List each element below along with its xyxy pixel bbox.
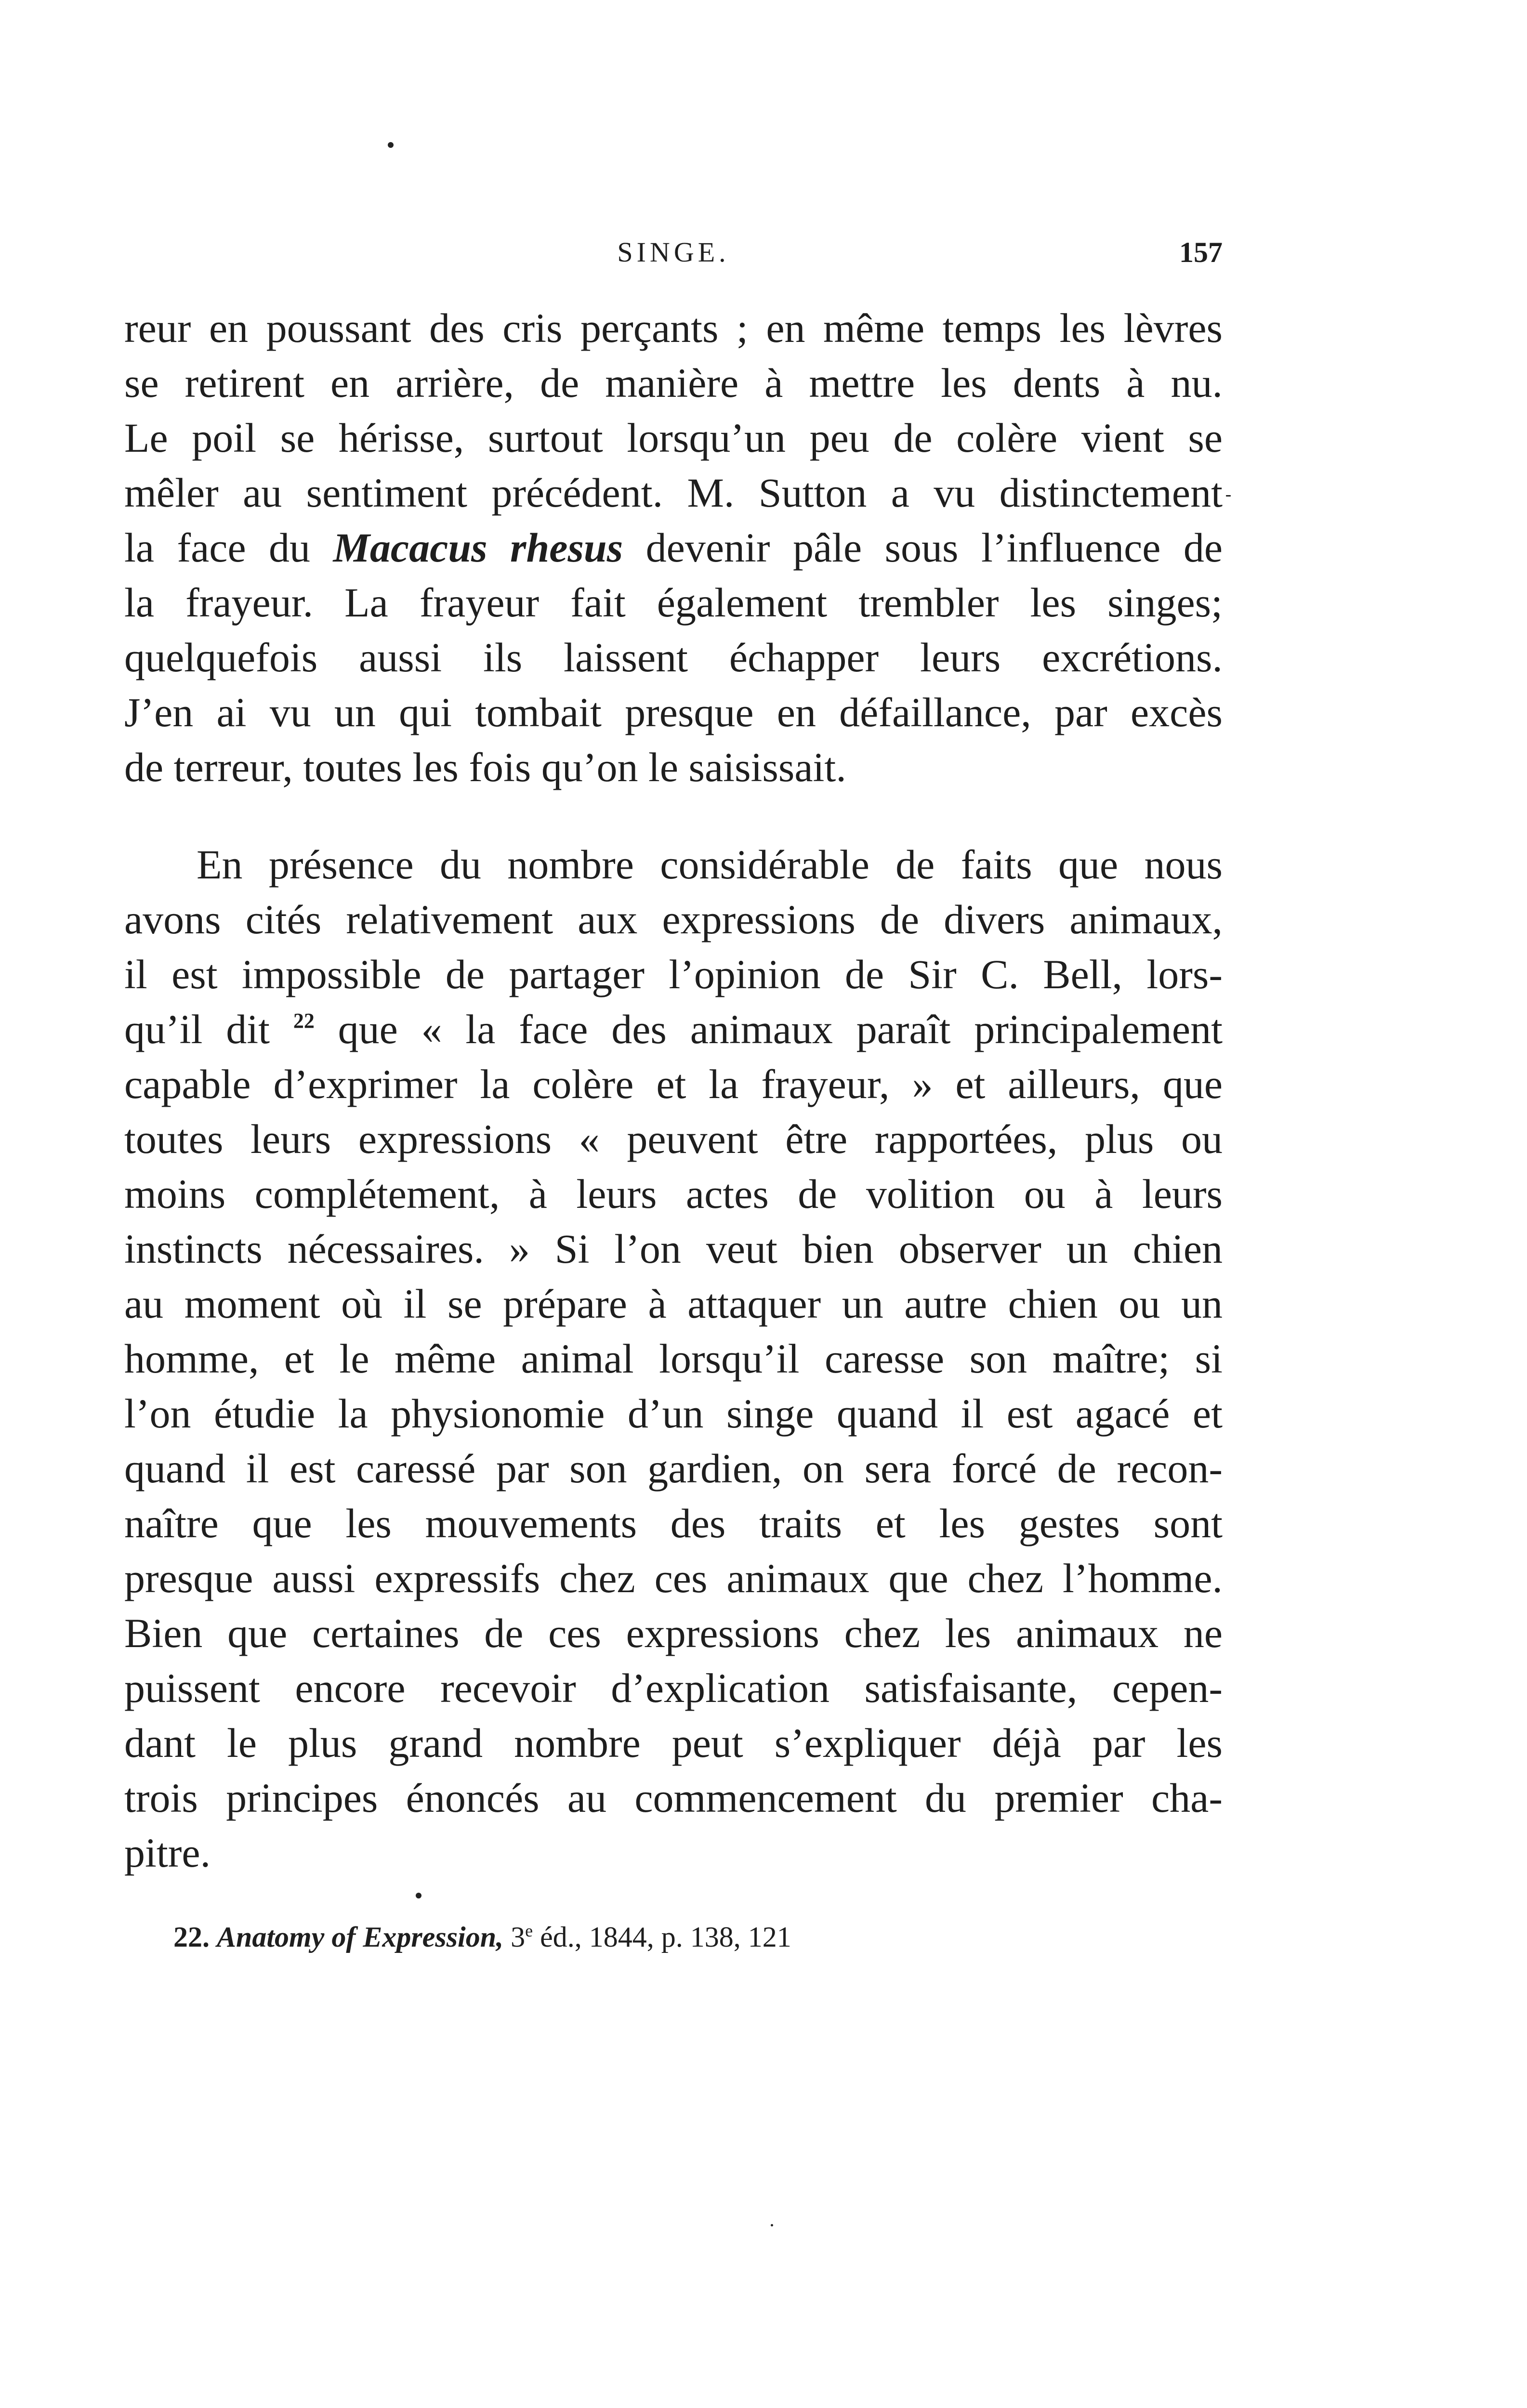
text-line: mêler au sentiment précédent. M. Sutton a vu distinctement (124, 470, 1223, 516)
ink-speck (388, 142, 394, 148)
page-number: 157 (1179, 236, 1223, 268)
ink-speck (416, 1893, 421, 1898)
text-line: se retirent en arrière, de manière à mettre les dents à nu. (124, 360, 1223, 406)
text-line: la frayeur. La frayeur fait également trembler les singes; (124, 579, 1223, 626)
footnote-number: 22. (173, 1921, 210, 1953)
text-line: J’en ai vu un qui tombait presque en défaillance, par excès (124, 689, 1223, 735)
text-line: quelquefois aussi ils laissent échapper leurs excrétions. (124, 634, 1223, 681)
text-line: de terreur, toutes les fois qu’on le saisissait. (124, 744, 846, 790)
text-line: quand il est caressé par son gardien, on sera forcé de recon- (124, 1445, 1223, 1492)
text-line: avons cités relativement aux expressions de divers animaux, (124, 896, 1223, 942)
text-line: Bien que certaines de ces expressions chez les animaux ne (124, 1610, 1223, 1656)
text-line: au moment où il se prépare à attaquer un autre chien ou un (124, 1281, 1223, 1327)
text-line: Le poil se hérisse, surtout lorsqu’un peu de colère vient se (124, 415, 1223, 461)
text-line: puissent encore recevoir d’explication satisfaisante, cepen- (124, 1665, 1223, 1711)
text-line: pitre. (124, 1830, 211, 1876)
text-line: naître que les mouvements des traits et les gestes sont (124, 1500, 1223, 1546)
ink-speck (771, 2224, 773, 2226)
text-fragment: devenir pâle sous l’influence de (623, 524, 1223, 571)
text-line: l’on étudie la physionomie d’un singe quand il est agacé et (124, 1390, 1223, 1437)
text-line: il est impossible de partager l’opinion de Sir C. Bell, lors- (124, 951, 1223, 997)
text-line: presque aussi expressifs chez ces animaux que chez l’homme. (124, 1555, 1223, 1601)
footnote-reference: 22 (293, 1009, 315, 1033)
text-line: instincts nécessaires. » Si l’on veut bien observer un chien (124, 1226, 1223, 1272)
footnote (173, 1921, 791, 1954)
footnote-edition: 3 (503, 1921, 526, 1953)
footnote-edition-sup: e (525, 1921, 533, 1940)
text-line (124, 1002, 1223, 1057)
text-line: reur en poussant des cris perçants ; en même temps les lèvres (124, 305, 1223, 351)
ink-speck (1226, 495, 1231, 497)
text-line: dant le plus grand nombre peut s’expliquer déjà par les (124, 1720, 1223, 1766)
paragraph-gap (124, 795, 1223, 837)
text-line: homme, et le même animal lorsqu’il caresse son maître; si (124, 1335, 1223, 1382)
running-title: SINGE. (617, 236, 730, 268)
running-head (124, 236, 1223, 275)
text-line: trois principes énoncés au commencement du premier cha- (124, 1775, 1223, 1821)
text-line: capable d’exprimer la colère et la frayeur, » et ailleurs, que (124, 1061, 1223, 1107)
text-fragment: qu’il dit (124, 1006, 293, 1052)
body-text (124, 301, 1223, 1880)
text-line: toutes leurs expressions « peuvent être rapportées, plus ou (124, 1116, 1223, 1162)
text-line (124, 520, 1223, 575)
text-line: En présence du nombre considérable de faits que nous (197, 841, 1223, 888)
text-fragment: la face du (124, 524, 333, 571)
species-name: Macacus rhesus (333, 524, 623, 571)
text-line: moins complétement, à leurs actes de volition ou à leurs (124, 1171, 1223, 1217)
footnote-details: éd., 1844, p. 138, 121 (533, 1921, 791, 1953)
text-fragment: que « la face des animaux paraît principalement (314, 1006, 1223, 1052)
footnote-title: Anatomy of Expression, (217, 1921, 504, 1953)
